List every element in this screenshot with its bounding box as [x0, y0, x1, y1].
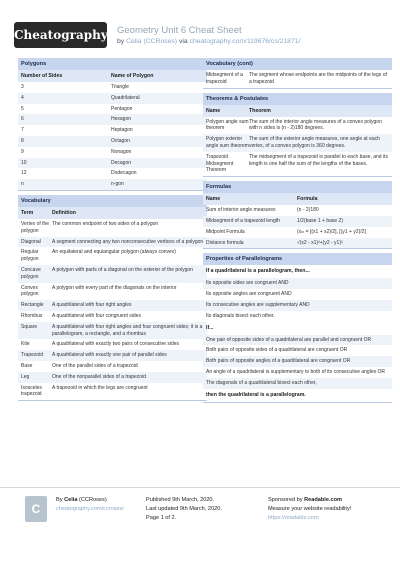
left-column [18, 58, 207, 405]
table-row [18, 136, 207, 147]
parallelograms-conclusion: then the quadrilateral is a parallelogram. [206, 391, 306, 398]
cell-value: (xₘ = [(x1 + x2)/2], [(y1 + y2)/2] [297, 228, 366, 235]
cell-key: 5 [21, 105, 24, 112]
polygons-rows [18, 82, 207, 190]
table-row [18, 311, 207, 322]
right-column [203, 58, 392, 407]
cell-value: Hexagon [111, 116, 132, 123]
parallelograms-title: Properties of Parallelograms [203, 253, 392, 265]
theorems-title: Theorems & Postulates [203, 93, 392, 105]
table-row [18, 125, 207, 136]
table-row [18, 283, 207, 301]
cell-key: Leg [21, 373, 30, 380]
cell-value: A polygon with every part of the diagonals on the interior [52, 284, 177, 291]
polygons-header-row [18, 70, 207, 82]
formulas-rows [203, 205, 392, 248]
cell-value: The common endpoint of two sides of a polygon [52, 220, 159, 227]
theorems-col-theorem: Theorem [249, 107, 271, 114]
parallelograms-list-2 [203, 335, 392, 389]
cell-key: 8 [21, 137, 24, 144]
cell-key: Diagonal [21, 238, 41, 245]
vocabulary-header-row [18, 207, 207, 219]
footer-author-url[interactable]: cheatography.com/ccroses/ [56, 506, 124, 512]
cell-value: A quadrilateral with four right angles [52, 302, 132, 309]
cell-value: One of the parallel sides of a trapezoid [52, 362, 138, 369]
formulas-header-row [203, 193, 392, 205]
cell-value: A quadrilateral with four right angles and four congruent sides; it is a parallelogram, a rectangle, and a rhombus [52, 323, 203, 337]
footer-publish-info [146, 496, 222, 523]
table-row [203, 117, 392, 135]
cell-value: Heptagon [111, 127, 133, 134]
table-row [203, 238, 392, 249]
footer-by-label: By [56, 497, 63, 503]
cell-key: Rectangle [21, 302, 44, 309]
cell-key: 10 [21, 159, 27, 166]
cell-value: One of the nonparallel sides of a trapezoid [52, 373, 146, 380]
list-item: Its diagonals bisect each other. [206, 312, 275, 319]
theorems-section [203, 93, 392, 178]
list-item: Its consecutive angles are supplementary AND [203, 300, 392, 311]
cell-key: Convex polygon [21, 284, 39, 298]
byline-via: via [178, 38, 188, 45]
parallelograms-section [203, 253, 392, 402]
table-row [18, 383, 207, 401]
theorems-col-name: Name [206, 107, 221, 114]
vocabulary-cont-section [203, 58, 392, 89]
formulas-title: Formulas [203, 181, 392, 193]
cell-key: Midpoint Formula [206, 228, 245, 235]
formulas-col-formula: Formula [297, 196, 318, 203]
cell-key: Distance formula [206, 239, 244, 246]
cell-value: The midsegment of a trapezoid is parallel to each base, and its length is one half the sum of the lengths of the bases. [249, 153, 388, 167]
cell-value: Pentagon [111, 105, 133, 112]
cell-value: Quadrilateral [111, 94, 140, 101]
table-row [203, 205, 392, 216]
cell-value: A polygon with parts of a diagonal on the exterior of the polygon [52, 266, 193, 273]
site-link[interactable]: cheatography.com/119676/cs/21871/ [189, 38, 301, 45]
author-link[interactable]: Celia (CCRoses) [126, 38, 178, 45]
cell-key: Polygon exterior angle sum theorem [206, 136, 249, 149]
cell-key: Square [21, 323, 38, 330]
vocabulary-cont-rows [203, 70, 392, 88]
cell-key: 3 [21, 84, 24, 90]
footer-author [56, 496, 124, 514]
table-row [18, 104, 207, 115]
cell-key: Concave polygon [21, 266, 41, 280]
table-row [18, 93, 207, 104]
list-item: Both pairs of opposite sides of a quadrilateral are congruent OR [206, 347, 348, 354]
cell-key: Trapezoid Midsegment Theorem [206, 153, 234, 174]
list-item: One pair of opposite sides of a quadrilateral are parallel and congruent OR [203, 335, 392, 346]
footer-page: Page 1 of 2. [146, 515, 177, 521]
table-row [203, 134, 392, 152]
list-item: An angle of a quadrilateral is supplementary to both of its consecutive angles OR [206, 368, 385, 375]
parallelograms-list-1 [203, 278, 392, 321]
cell-key: Isosceles trapezoid [21, 384, 42, 398]
theorems-header-row [203, 105, 392, 117]
page-title: Geometry Unit 6 Cheat Sheet [117, 25, 242, 36]
table-row [18, 219, 207, 237]
cell-value: The sum of the interior angle measures of a convex polygon with n sides is (n - 2)180 degrees. [249, 118, 382, 132]
table-row [18, 361, 207, 372]
theorems-rows [203, 117, 392, 177]
cell-key: Midsegment of a trapezoid [206, 72, 243, 85]
cell-key: n [21, 181, 24, 188]
vocabulary-section [18, 195, 207, 401]
parallelograms-condition-head: If a quadrilateral is a parallelogram, then... [206, 268, 310, 275]
table-row [18, 168, 207, 179]
list-item: Its opposite sides are congruent AND [203, 278, 392, 289]
cell-value: A quadrilateral with exactly two pairs of consecutive sides [52, 341, 180, 348]
table-row [18, 350, 207, 361]
polygons-col-name: Name of Polygon [111, 73, 154, 79]
table-row [18, 339, 207, 350]
vocabulary-col-term: Term [21, 209, 34, 216]
footer [0, 487, 400, 566]
cell-value: 1/2(base 1 + base 2) [297, 217, 344, 224]
cell-key: Regular polygon [21, 249, 39, 263]
byline [117, 38, 300, 45]
cheatography-logo[interactable]: Cheatography [14, 22, 107, 48]
formulas-section [203, 181, 392, 249]
cell-value: A segment connecting any two nonconsecutive vertices of a polygon [52, 238, 204, 245]
parallelograms-converse-head: If... [206, 324, 214, 331]
cell-key: 9 [21, 148, 24, 155]
table-row [18, 114, 207, 125]
table-row [18, 300, 207, 311]
cell-key: 6 [21, 116, 24, 123]
table-row [18, 147, 207, 158]
cell-value: (n - 2)180 [297, 207, 319, 214]
cell-value: An equilateral and equiangular polygon (always convex) [52, 249, 176, 256]
cell-value: Octagon [111, 137, 130, 144]
cell-value: √(x2 - x1)²+(y2 - y1)² [297, 239, 343, 246]
cell-key: Rhombus [21, 312, 43, 319]
cell-key: Kite [21, 341, 30, 348]
header [0, 0, 400, 56]
table-row [18, 82, 207, 93]
list-item: Both pairs of opposite angles of a quadrilateral are congruent OR [203, 356, 392, 367]
cell-value: A quadrilateral with exactly one pair of parallel sides [52, 352, 167, 359]
table-row [18, 322, 207, 340]
cell-value: A trapezoid in which the legs are congruent [52, 384, 148, 391]
vocabulary-cont-title: Vocabulary (cont) [203, 58, 392, 70]
table-row [203, 70, 392, 88]
cell-key: Sum of interior angle measures [206, 207, 276, 214]
cell-key: 7 [21, 127, 24, 134]
table-row [203, 227, 392, 238]
footer-author-handle: (CCRoses) [79, 497, 107, 503]
cell-key: Trapezoid [21, 352, 44, 359]
footer-sponsor-tagline: Measure your website readability! [268, 506, 352, 512]
footer-sponsor-name[interactable]: Readable.com [304, 497, 343, 503]
footer-sponsor-url[interactable]: https://readable.com [268, 515, 319, 521]
table-row [203, 216, 392, 227]
polygons-section [18, 58, 207, 191]
cell-key: Vertex of the polygon [21, 220, 50, 234]
cell-value: Decagon [111, 159, 132, 166]
footer-sponsor [268, 496, 351, 523]
polygons-col-sides: Number of Sides [21, 73, 63, 79]
vocabulary-title: Vocabulary [18, 195, 207, 207]
table-row [203, 152, 392, 176]
cell-value: Triangle [111, 84, 129, 90]
cell-value: The sum of the exterior angle measures, one angle at each vertex, of a convex polygon is 360 degrees. [249, 136, 380, 149]
table-row [18, 265, 207, 283]
table-row [18, 179, 207, 190]
table-row [18, 247, 207, 265]
footer-author-name[interactable]: Celia [64, 497, 78, 503]
footer-published: Published 9th March, 2020. [146, 497, 215, 503]
cell-value: Dodecagon [111, 170, 137, 177]
formulas-col-name: Name [206, 196, 221, 203]
cell-value: A quadrilateral with four congruent sides [52, 312, 141, 319]
footer-updated: Last updated 9th March, 2020. [146, 506, 222, 512]
author-avatar[interactable]: C [25, 496, 47, 522]
byline-prefix: by [117, 38, 125, 45]
cell-key: Base [21, 362, 33, 369]
footer-sponsor-prefix: Sponsored by [268, 497, 303, 503]
cell-value: Nonagon [111, 148, 132, 155]
table-row [18, 158, 207, 169]
cell-key: 4 [21, 94, 24, 101]
vocabulary-col-definition: Definition [52, 209, 76, 216]
cell-value: The segment whose endpoints are the midpoints of the legs of a trapezoid [249, 72, 387, 85]
cell-value: n-gon [111, 181, 124, 188]
cell-key: Midsegment of a trapezoid length [206, 217, 280, 224]
table-row [18, 372, 207, 383]
list-item: The diagonals of a quadrilateral bisect each other, [203, 378, 392, 389]
list-item: Its opposite angles are congruent AND [206, 291, 292, 298]
table-row [18, 237, 207, 248]
cell-key: Polygon angle sum theorem [206, 118, 249, 132]
cell-key: 12 [21, 170, 27, 177]
vocabulary-rows [18, 219, 207, 400]
polygons-title: Polygons [18, 58, 207, 70]
